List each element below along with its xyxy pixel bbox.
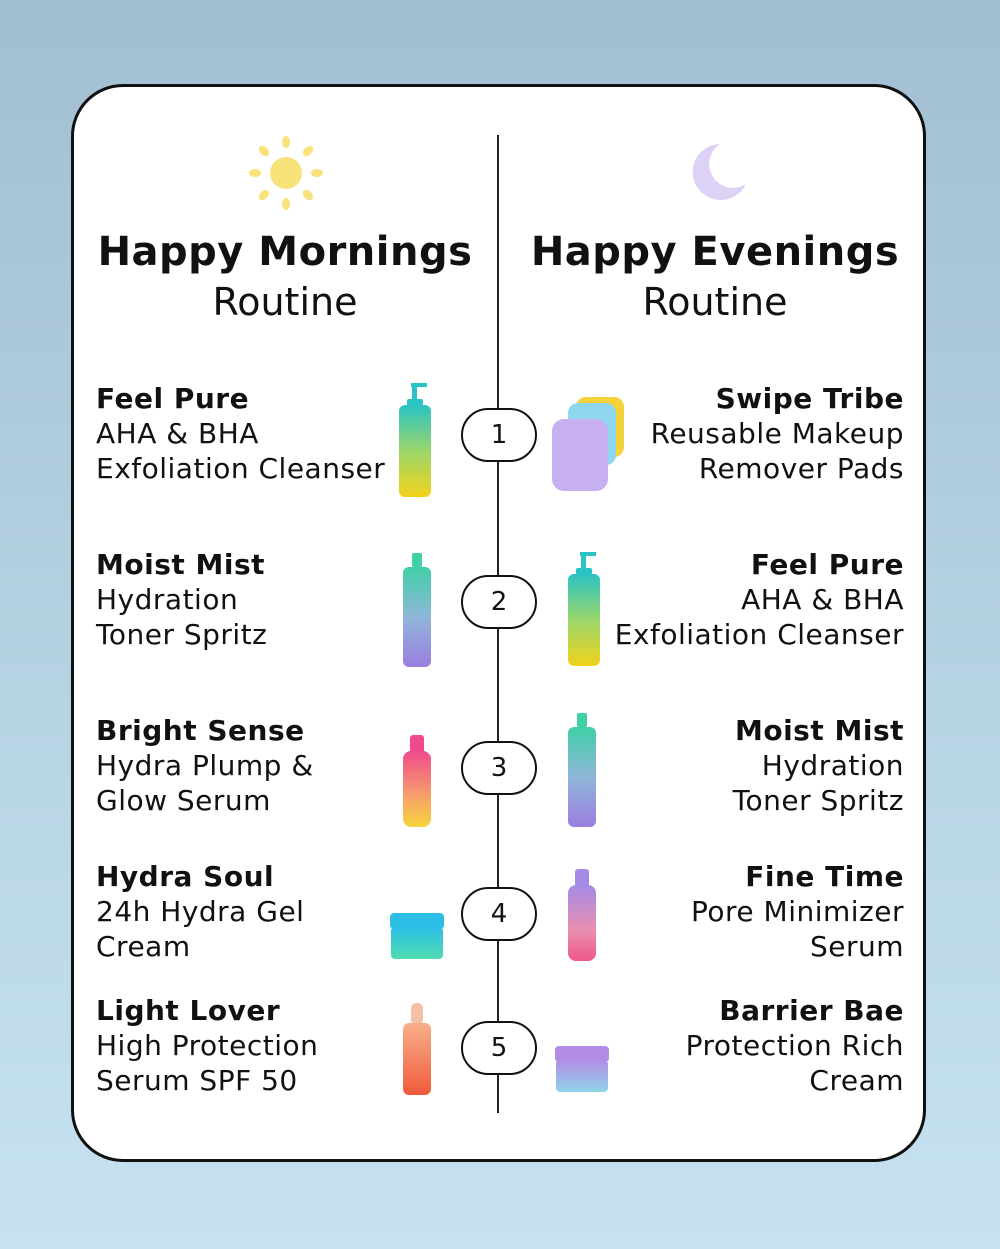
product-desc: Cream	[96, 930, 191, 963]
product-name: Swipe Tribe	[715, 382, 904, 415]
product-desc: AHA & BHA	[741, 583, 904, 616]
product-desc: Hydration	[96, 583, 239, 616]
morning-item-2	[96, 547, 267, 652]
toner-spray-icon	[565, 713, 599, 827]
product-desc: Toner Spritz	[732, 784, 904, 817]
product-desc: Remover Pads	[698, 452, 904, 485]
morning-item-3	[96, 713, 314, 818]
product-desc: Hydra Plump &	[96, 749, 314, 782]
moon-icon	[684, 140, 748, 204]
evening-item-3	[733, 713, 904, 818]
product-desc: Serum SPF 50	[96, 1064, 298, 1097]
product-name: Moist Mist	[734, 714, 904, 747]
morning-item-4	[96, 859, 304, 964]
product-name: Feel Pure	[750, 548, 904, 581]
product-name: Bright Sense	[96, 714, 305, 747]
evening-item-4	[691, 859, 904, 964]
product-desc: Glow Serum	[96, 784, 271, 817]
evening-subtitle: Routine	[642, 280, 788, 324]
serum-bottle-icon	[400, 735, 434, 827]
product-desc: Reusable Makeup	[650, 417, 904, 450]
evening-item-1	[651, 381, 904, 486]
product-name: Barrier Bae	[719, 994, 904, 1027]
step-badge-2: 2	[461, 575, 537, 629]
product-name: Hydra Soul	[96, 860, 275, 893]
step-badge-5: 5	[461, 1021, 537, 1075]
sun-icon	[247, 134, 325, 212]
product-desc: Toner Spritz	[96, 618, 268, 651]
evening-item-5	[686, 993, 904, 1098]
step-badge-1: 1	[461, 408, 537, 462]
morning-title-text: Happy Mornings	[97, 229, 473, 275]
cleanser-bottle-icon	[393, 383, 437, 497]
morning-title	[75, 228, 495, 326]
morning-item-5	[96, 993, 318, 1098]
product-desc: Hydration	[761, 749, 904, 782]
product-desc: AHA & BHA	[96, 417, 259, 450]
evening-item-2	[615, 547, 904, 652]
step-badge-4: 4	[461, 887, 537, 941]
cream-jar-icon	[390, 913, 444, 959]
makeup-pads-icon	[548, 393, 628, 493]
product-name: Fine Time	[745, 860, 904, 893]
evening-title-text: Happy Evenings	[530, 229, 900, 275]
product-desc: Exfoliation Cleanser	[96, 452, 386, 485]
serum-bottle-icon	[565, 869, 599, 961]
product-desc: Protection Rich	[685, 1029, 904, 1062]
morning-subtitle: Routine	[212, 280, 358, 324]
product-name: Moist Mist	[96, 548, 266, 581]
product-name: Feel Pure	[96, 382, 250, 415]
product-desc: Cream	[809, 1064, 904, 1097]
product-desc: Exfoliation Cleanser	[614, 618, 904, 651]
evening-title	[505, 228, 925, 326]
product-name: Light Lover	[96, 994, 281, 1027]
dropper-bottle-icon	[400, 1003, 434, 1095]
cream-jar-icon	[555, 1046, 609, 1092]
product-desc: High Protection	[96, 1029, 319, 1062]
step-badge-3: 3	[461, 741, 537, 795]
product-desc: 24h Hydra Gel	[96, 895, 305, 928]
product-desc: Pore Minimizer	[691, 895, 904, 928]
toner-spray-icon	[400, 553, 434, 667]
cleanser-bottle-icon	[562, 552, 606, 666]
product-desc: Serum	[809, 930, 904, 963]
morning-item-1	[96, 381, 385, 486]
